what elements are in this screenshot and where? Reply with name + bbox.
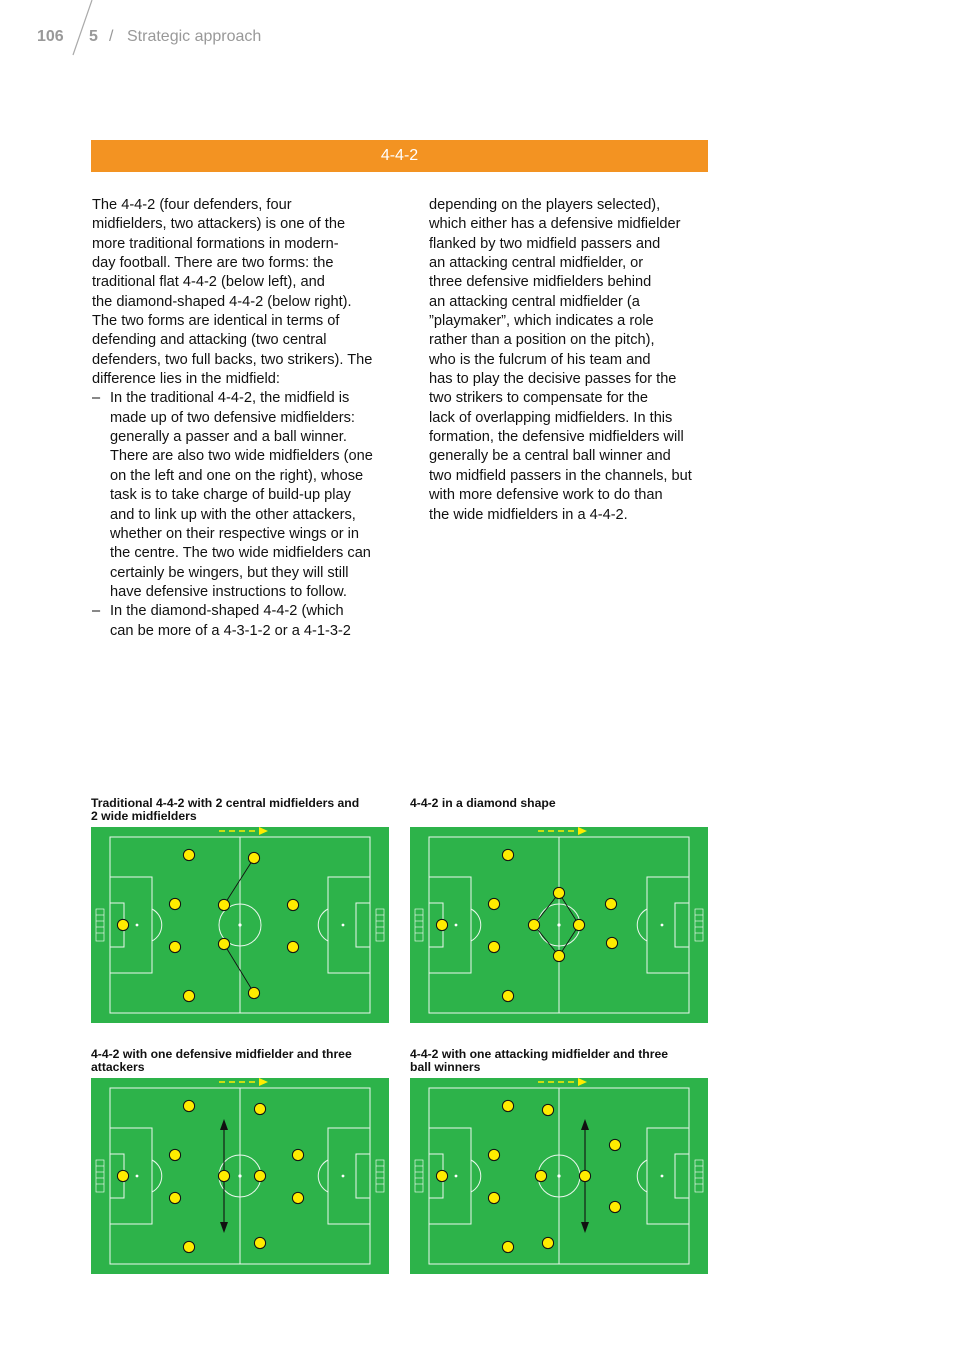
player-marker	[573, 919, 584, 930]
text-column-left	[92, 196, 392, 641]
player-marker	[169, 941, 180, 952]
player-marker	[169, 1192, 180, 1203]
caption-line: ball winners	[410, 1060, 481, 1074]
text-line: an attacking central midfielder (a	[429, 293, 640, 310]
player-marker	[117, 919, 128, 930]
pitch-diagram	[410, 1074, 708, 1274]
player-marker	[218, 938, 229, 949]
text-line: can be more of a 4-3-1-2 or a 4-1-3-2	[110, 622, 351, 639]
caption-line: 2 wide midfielders	[91, 809, 197, 823]
player-marker	[609, 1201, 620, 1212]
caption-line: 4-4-2 in a diamond shape	[410, 796, 556, 810]
page-header	[0, 0, 959, 60]
player-marker	[488, 941, 499, 952]
bullet-traditional	[92, 389, 392, 602]
text-line: two strikers to compensate for the	[429, 390, 648, 407]
text-line: midfielders, two attackers) is one of the	[92, 216, 346, 233]
diagram-caption	[91, 797, 389, 823]
player-marker	[502, 990, 513, 1001]
player-marker	[579, 1170, 590, 1181]
player-marker	[605, 898, 616, 909]
chapter-title: Strategic approach	[127, 28, 262, 45]
caption-line: 4-4-2 with one defensive midfielder and three	[91, 1047, 352, 1061]
text-line: made up of two defensive midfielders:	[110, 409, 355, 426]
text-line: certainly be wingers, but they will still	[110, 564, 349, 581]
text-line: depending on the players selected),	[429, 197, 661, 213]
chapter-separator: /	[109, 28, 114, 45]
text-line: who is the fulcrum of his team and	[429, 351, 651, 368]
player-marker	[553, 887, 564, 898]
player-marker	[183, 849, 194, 860]
player-marker	[117, 1170, 128, 1181]
caption-line: attackers	[91, 1060, 145, 1074]
text-line: flanked by two midfield passers and	[429, 235, 661, 252]
caption-line: Traditional 4-4-2 with 2 central midfielders and	[91, 796, 360, 810]
text-line: rather than a position on the pitch),	[429, 332, 655, 349]
player-marker	[542, 1237, 553, 1248]
player-marker	[436, 919, 447, 930]
text-line: generally a passer and a ball winner.	[110, 429, 347, 446]
text-line: the centre. The two wide midfielders can	[110, 545, 371, 562]
player-marker	[218, 899, 229, 910]
page-number: 106	[37, 28, 64, 45]
text-line: The two forms are identical in terms of	[92, 313, 340, 330]
player-marker	[542, 1104, 553, 1115]
pitch-diagram	[410, 823, 708, 1023]
text-line: The 4-4-2 (four defenders, four	[92, 197, 292, 213]
section-banner: 4-4-2	[91, 140, 708, 172]
text-line: defending and attacking (two central	[92, 332, 327, 349]
player-marker	[488, 1149, 499, 1160]
text-column-right	[429, 196, 714, 525]
bullet-dash: –	[92, 390, 101, 407]
pitch-diagram	[91, 823, 389, 1023]
caption-line: 4-4-2 with one attacking midfielder and three	[410, 1047, 669, 1061]
player-marker	[254, 1170, 265, 1181]
text-line: the wide midfielders in a 4-4-2.	[429, 506, 628, 523]
text-line: more traditional formations in modern-	[92, 235, 339, 252]
player-marker	[248, 987, 259, 998]
player-marker	[287, 899, 298, 910]
player-marker	[502, 1100, 513, 1111]
player-marker	[254, 1103, 265, 1114]
player-marker	[528, 919, 539, 930]
player-marker	[287, 941, 298, 952]
player-marker	[535, 1170, 546, 1181]
player-marker	[254, 1237, 265, 1248]
text-line: lack of overlapping midfielders. In this	[429, 409, 673, 426]
player-marker	[488, 1192, 499, 1203]
text-line: has to play the decisive passes for the	[429, 371, 677, 388]
player-marker	[502, 1241, 513, 1252]
player-marker	[553, 950, 564, 961]
player-marker	[292, 1192, 303, 1203]
player-marker	[248, 852, 259, 863]
text-line: an attacking central midfielder, or	[429, 255, 644, 272]
text-line: on the left and one on the right), whose	[110, 467, 364, 484]
player-marker	[606, 937, 617, 948]
text-line: There are also two wide midfielders (one	[110, 448, 373, 465]
player-marker	[183, 1241, 194, 1252]
text-line: day football. There are two forms: the	[92, 255, 334, 272]
bullet-dash: –	[92, 603, 101, 620]
diagram-caption	[410, 1048, 708, 1074]
player-marker	[169, 898, 180, 909]
player-marker	[502, 849, 513, 860]
intro-paragraph	[92, 196, 392, 389]
text-line: which either has a defensive midfielder	[429, 216, 681, 233]
text-line: with more defensive work to do than	[429, 487, 663, 504]
text-line: three defensive midfielders behind	[429, 274, 652, 291]
chapter-number: 5	[89, 28, 98, 45]
player-marker	[609, 1139, 620, 1150]
diagram-caption	[410, 797, 708, 810]
text-line: have defensive instructions to follow.	[110, 583, 347, 600]
player-marker	[436, 1170, 447, 1181]
text-line: whether on their respective wings or in	[110, 525, 360, 542]
text-line: two midfield passers in the channels, but	[429, 467, 692, 484]
text-line: In the traditional 4-4-2, the midfield is	[110, 390, 350, 407]
text-line: generally be a central ball winner and	[429, 448, 671, 465]
diagram-caption	[91, 1048, 389, 1074]
player-marker	[292, 1149, 303, 1160]
text-line: In the diamond-shaped 4-4-2 (which	[110, 603, 344, 620]
bullet-diamond	[92, 602, 392, 641]
player-marker	[488, 898, 499, 909]
player-marker	[183, 1100, 194, 1111]
text-line: ”playmaker”, which indicates a role	[429, 313, 654, 330]
text-line: defenders, two full backs, two strikers). The	[92, 351, 373, 368]
player-marker	[183, 990, 194, 1001]
text-line: task is to take charge of build-up play	[110, 487, 351, 504]
pitch-diagram	[91, 1074, 389, 1274]
player-marker	[218, 1170, 229, 1181]
text-line: formation, the defensive midfielders will	[429, 429, 684, 446]
player-marker	[169, 1149, 180, 1160]
text-line: traditional flat 4-4-2 (below left), and	[92, 274, 325, 291]
text-line: difference lies in the midfield:	[92, 371, 280, 388]
text-line: and to link up with the other attackers,	[110, 506, 356, 523]
text-line: the diamond-shaped 4-4-2 (below right).	[92, 293, 352, 310]
